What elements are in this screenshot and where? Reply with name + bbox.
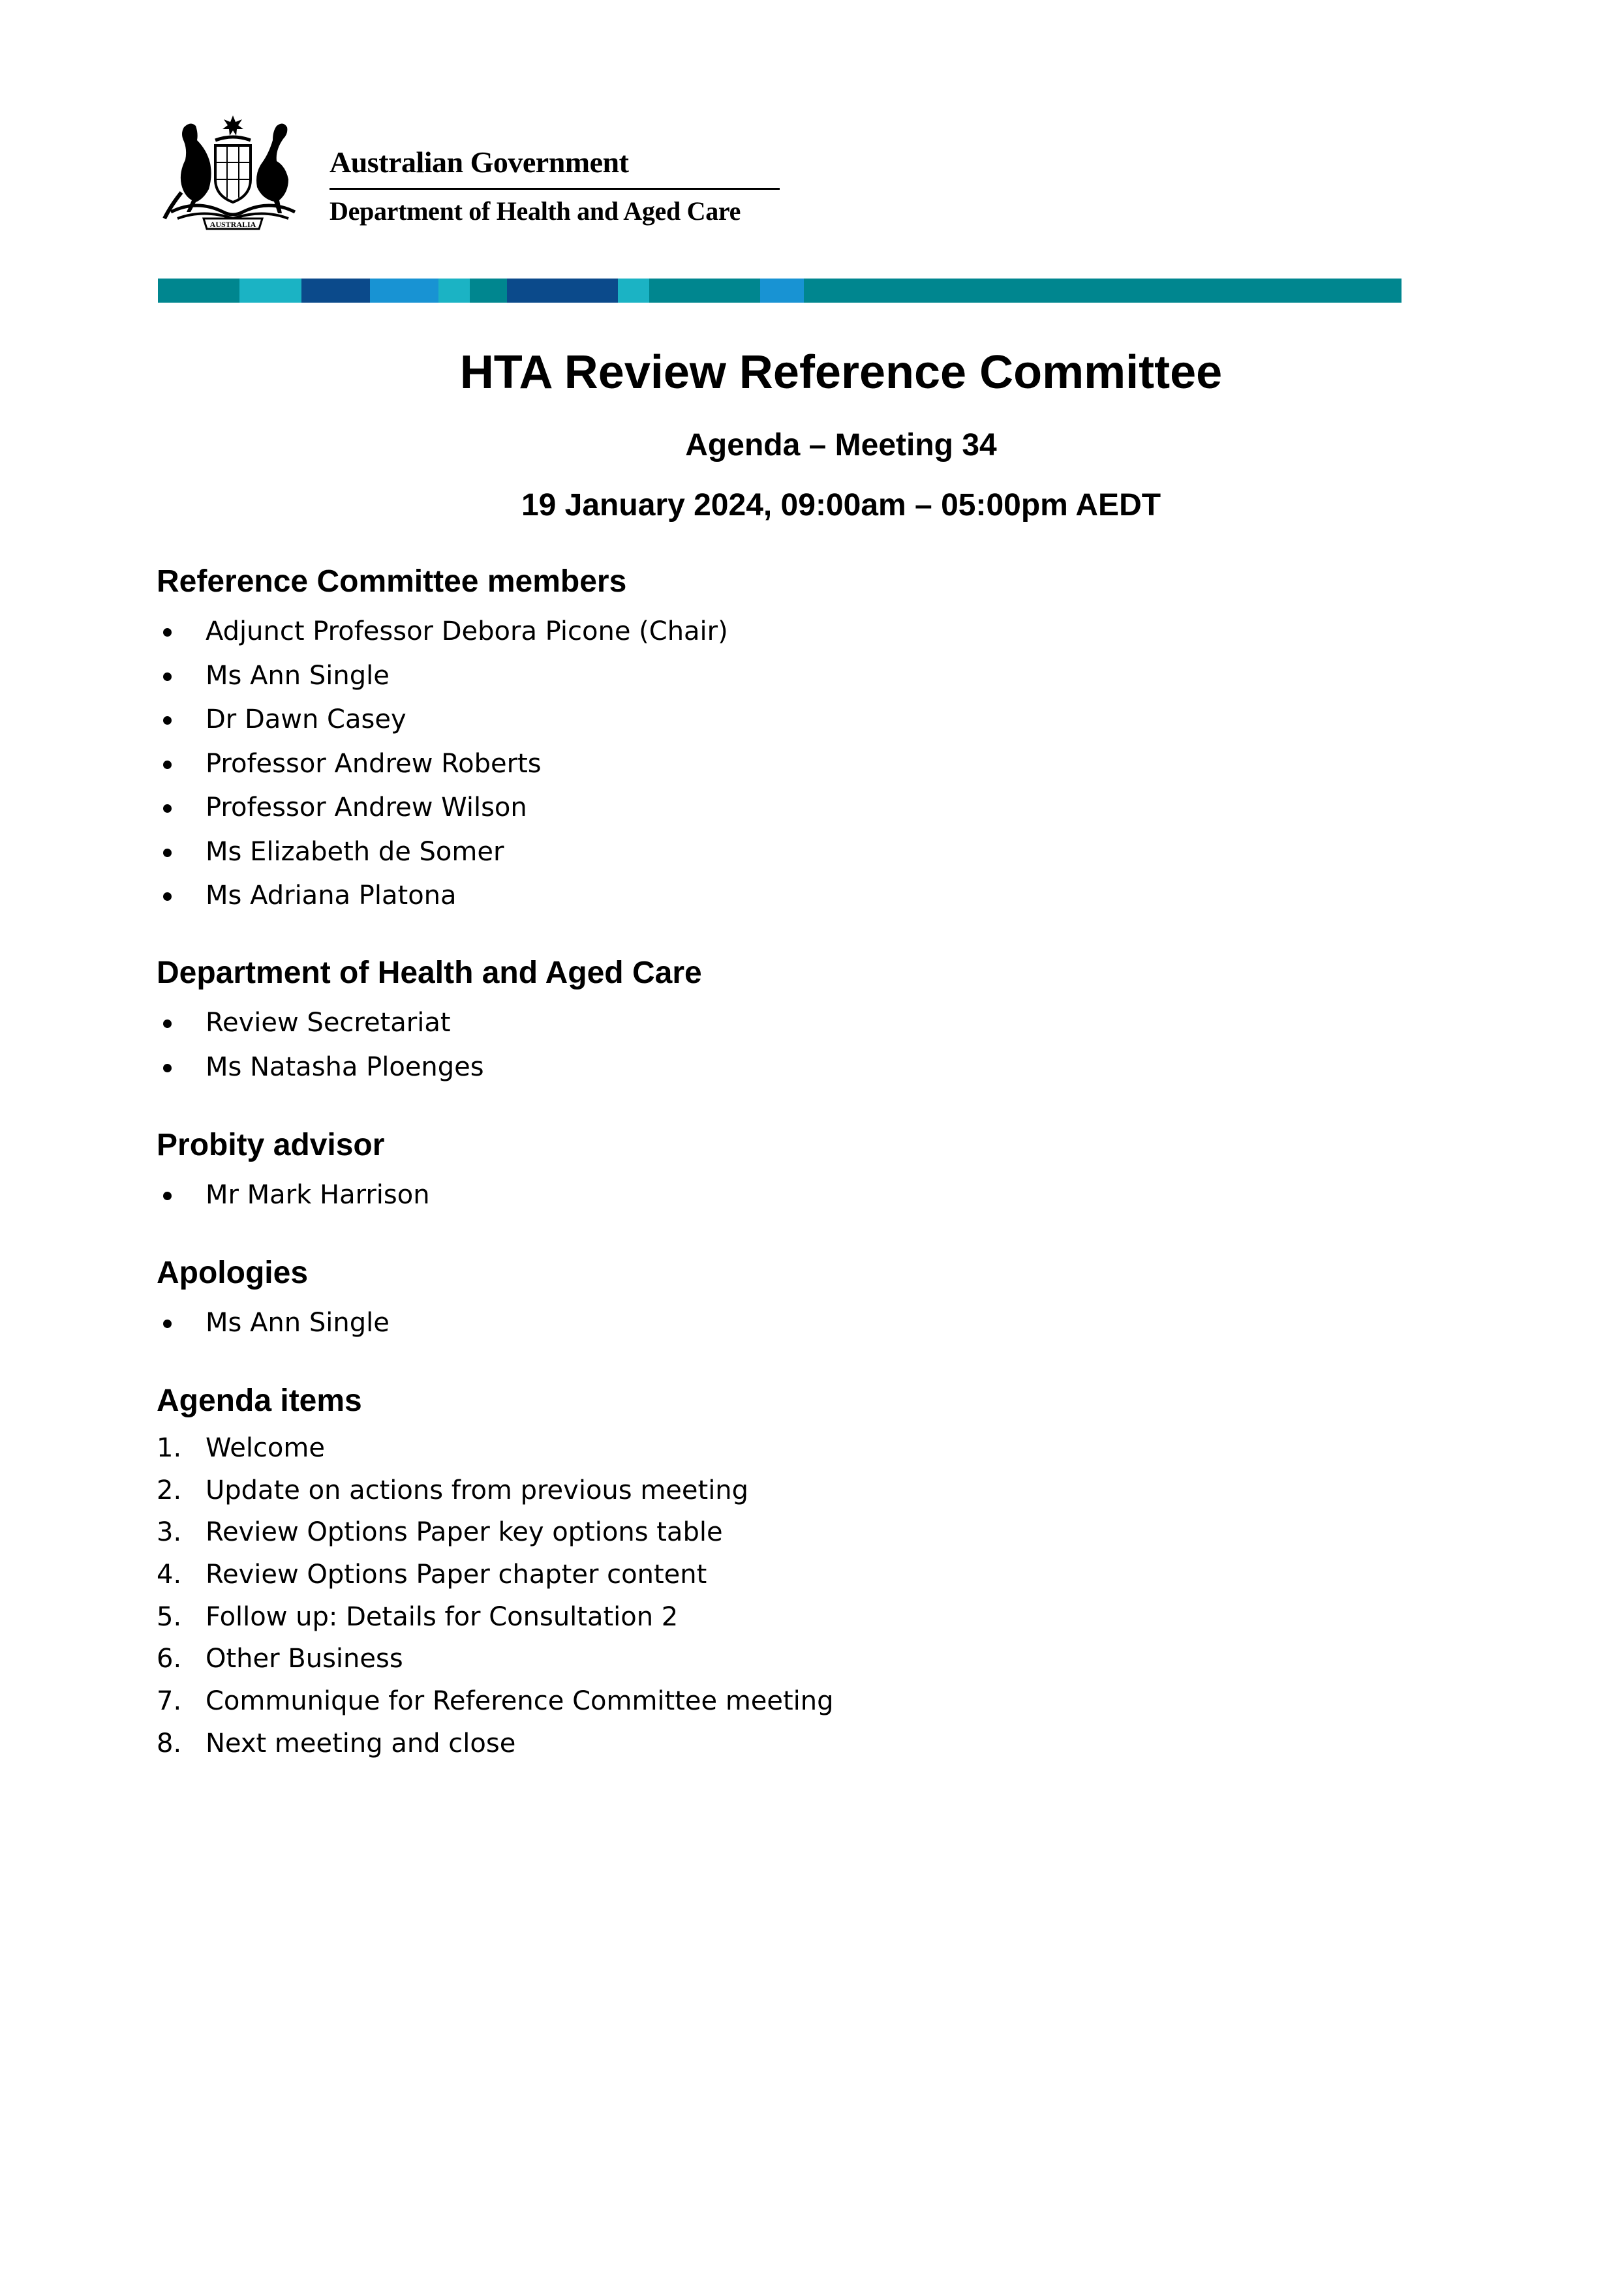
agenda-item: 3. Review Options Paper key options table [157, 1517, 723, 1548]
bullet-icon [163, 761, 172, 769]
section-heading: Department of Health and Aged Care [157, 956, 702, 990]
apologies-section [157, 1254, 390, 1346]
list-item: Mr Mark Harrison [157, 1173, 384, 1218]
band-segment [158, 279, 239, 303]
agenda-item: 5. Follow up: Details for Consultation 2 [157, 1601, 679, 1632]
section-heading: Reference Committee members [157, 564, 627, 599]
band-segment [804, 279, 1402, 303]
meeting-date: 19 January 2024, 09:00am – 05:00pm AEDT [521, 488, 1161, 522]
agenda-item: 4. Review Options Paper chapter content [157, 1560, 707, 1590]
probity-section [157, 1126, 430, 1218]
coat-of-arms-logo [158, 114, 308, 232]
colour-band [158, 279, 1402, 303]
bullet-icon [163, 892, 172, 901]
list-item: Review Secretariat [157, 1001, 702, 1046]
bullet-icon [163, 1320, 172, 1328]
band-segment [470, 279, 507, 303]
list-item: Ms Adriana Platona [157, 874, 626, 918]
list-item: Dr Dawn Casey [157, 698, 626, 742]
probity-list [157, 1173, 430, 1218]
agenda-item: 7. Communique for Reference Committee meeting [157, 1686, 834, 1717]
agenda-item: 8. Next meeting and close [157, 1728, 516, 1759]
band-segment [438, 279, 470, 303]
agenda-section [157, 1382, 834, 1765]
section-heading: Probity advisor [157, 1128, 385, 1162]
bullet-icon [163, 1192, 172, 1200]
list-item: Professor Andrew Wilson [157, 786, 626, 830]
list-item: Ms Ann Single [157, 1301, 308, 1346]
bullet-icon [163, 1064, 172, 1072]
department-name: Department of Health and Aged Care [329, 196, 741, 226]
department-list [157, 1001, 702, 1089]
list-item: Ms Natasha Ploenges [157, 1046, 702, 1090]
bullet-icon [163, 628, 172, 637]
band-segment [370, 279, 438, 303]
list-item: Professor Andrew Roberts [157, 742, 626, 787]
agenda-list [157, 1427, 834, 1765]
section-heading: Apologies [157, 1256, 309, 1290]
band-segment [239, 279, 301, 303]
page-title: HTA Review Reference Committee [459, 346, 1223, 399]
band-segment [760, 279, 804, 303]
apologies-list [157, 1301, 390, 1346]
department-section [157, 954, 702, 1089]
agenda-item: 1. Welcome [157, 1433, 325, 1463]
government-name: Australian Government [329, 145, 629, 179]
members-section [157, 562, 728, 918]
header-divider [329, 188, 780, 190]
svg-text:AUSTRALIA: AUSTRALIA [209, 220, 256, 229]
meeting-subtitle: Agenda – Meeting 34 [685, 428, 997, 462]
band-segment [301, 279, 370, 303]
agenda-item: 6. Other Business [157, 1644, 403, 1674]
band-segment [507, 279, 618, 303]
list-item: Ms Elizabeth de Somer [157, 830, 626, 875]
bullet-icon [163, 672, 172, 681]
band-segment [649, 279, 760, 303]
bullet-icon [163, 804, 172, 813]
bullet-icon [163, 1020, 172, 1028]
members-list [157, 610, 728, 918]
list-item: Adjunct Professor Debora Picone (Chair) [157, 610, 626, 654]
section-heading: Agenda items [157, 1383, 362, 1418]
list-item: Ms Ann Single [157, 654, 626, 699]
agenda-item: 2. Update on actions from previous meeting [157, 1475, 749, 1505]
bullet-icon [163, 849, 172, 857]
bullet-icon [163, 716, 172, 725]
band-segment [618, 279, 649, 303]
